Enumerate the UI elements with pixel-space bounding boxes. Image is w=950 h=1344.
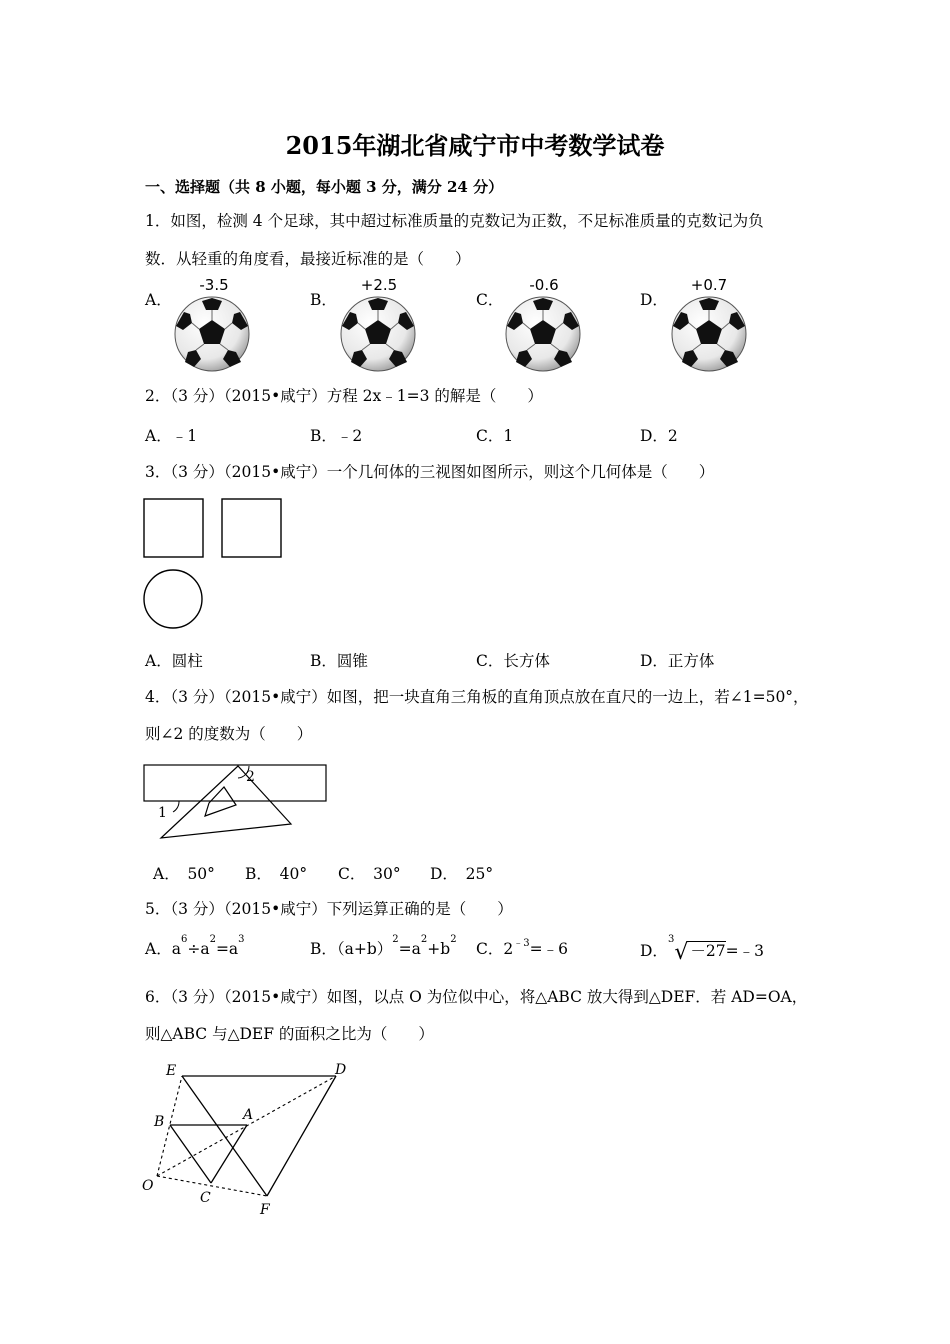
homothety-diagram xyxy=(140,1058,360,1218)
q4-option-b: B． 40° xyxy=(245,865,308,883)
segment-df xyxy=(267,1076,336,1196)
angle-1-arc xyxy=(173,801,179,812)
point-c-label: C xyxy=(200,1190,211,1206)
three-view-diagram xyxy=(143,498,285,632)
q1-option-c-letter: C． xyxy=(476,291,504,309)
point-a-label: A xyxy=(243,1107,254,1123)
q1-option-a-letter: A． xyxy=(145,291,172,309)
q3-option-a: A．圆柱 xyxy=(145,652,203,670)
q2-option-b: B．﹣2 xyxy=(310,427,363,445)
front-view-square xyxy=(144,499,203,557)
q4-option-a: A． 50° xyxy=(153,865,215,883)
dashed-od xyxy=(157,1076,336,1176)
q2-option-c: C．1 xyxy=(476,427,514,445)
soccer-ball-c-icon xyxy=(505,296,581,372)
q2-option-d: D．2 xyxy=(640,427,678,445)
q1-text-line1: 1．如图，检测 4 个足球，其中超过标准质量的克数记为正数，不足标准质量的克数记为负 xyxy=(145,212,764,230)
q3-option-b: B．圆锥 xyxy=(310,652,368,670)
q3-text: 3．（3 分）（2015•咸宁）一个几何体的三视图如图所示，则这个几何体是（ ） xyxy=(145,463,715,481)
q3-option-d: D．正方体 xyxy=(640,652,715,670)
q4-option-c: C． 30° xyxy=(338,865,401,883)
q1-ball-a-value: -3.5 xyxy=(199,276,229,294)
q2-text: 2．（3 分）（2015•咸宁）方程 2x﹣1=3 的解是（ ） xyxy=(145,387,543,405)
angle-1-label: 1 xyxy=(158,805,167,821)
q1-option-d-letter: D． xyxy=(640,291,668,309)
q4-option-d: D． 25° xyxy=(430,865,494,883)
angle-2-label: 2 xyxy=(246,769,255,785)
q1-text-line2: 数．从轻重的角度看，最接近标准的是（ ） xyxy=(145,250,471,268)
q4-text-line2: 则∠2 的度数为（ ） xyxy=(145,725,313,743)
soccer-ball-d-icon xyxy=(671,296,747,372)
q1-ball-c-value: -0.6 xyxy=(529,276,559,294)
ruler xyxy=(144,765,326,801)
point-o-label: O xyxy=(142,1178,154,1194)
q1-ball-d-value: +0.7 xyxy=(690,276,728,294)
top-view-circle xyxy=(144,570,202,628)
point-e-label: E xyxy=(166,1063,177,1079)
side-view-square xyxy=(222,499,281,557)
q2-option-a: A．﹣1 xyxy=(145,427,198,445)
point-b-label: B xyxy=(154,1114,165,1130)
set-square-outer xyxy=(161,766,291,838)
soccer-ball-b-icon xyxy=(340,296,416,372)
q5-option-b: B．$(a+b)^2=a^2+b^2$ xyxy=(310,934,457,958)
dashed-of xyxy=(157,1176,267,1196)
q1-ball-b-value: +2.5 xyxy=(360,276,398,294)
segment-ef xyxy=(182,1076,267,1196)
q6-text-line2: 则△ABC 与△DEF 的面积之比为（ ） xyxy=(145,1025,434,1043)
q3-option-c: C．长方体 xyxy=(476,652,550,670)
soccer-ball-a-icon xyxy=(174,296,250,372)
segment-ac xyxy=(211,1125,247,1183)
page-title: 2015年湖北省咸宁市中考数学试卷 xyxy=(285,131,665,160)
ruler-triangle-diagram xyxy=(143,762,333,842)
q6-text-line1: 6．（3 分）（2015•咸宁）如图，以点 O 为位似中心，将△ABC 放大得到△DEF．若 AD=OA， xyxy=(145,988,808,1006)
q5-text: 5．（3 分）（2015•咸宁）下列运算正确的是（ ） xyxy=(145,900,513,918)
point-f-label: F xyxy=(260,1202,270,1218)
segment-bc xyxy=(170,1125,211,1183)
q1-option-b-letter: B． xyxy=(310,291,337,309)
q5-option-c: C．$2^{﹣3}=﹣6$ xyxy=(476,938,568,958)
point-d-label: D xyxy=(335,1062,347,1078)
q5-option-a: A．$a^6\div a^2=a^3$ xyxy=(145,934,245,958)
section-heading: 一、选择题（共 8 小题，每小题 3 分，满分 24 分） xyxy=(145,178,504,196)
q4-text-line1: 4．（3 分）（2015•咸宁）如图，把一块直角三角板的直角顶点放在直尺的一边上，若∠1=50°， xyxy=(145,688,809,706)
q5-option-d: D．$^3$√ －27=﹣3 xyxy=(640,934,764,965)
